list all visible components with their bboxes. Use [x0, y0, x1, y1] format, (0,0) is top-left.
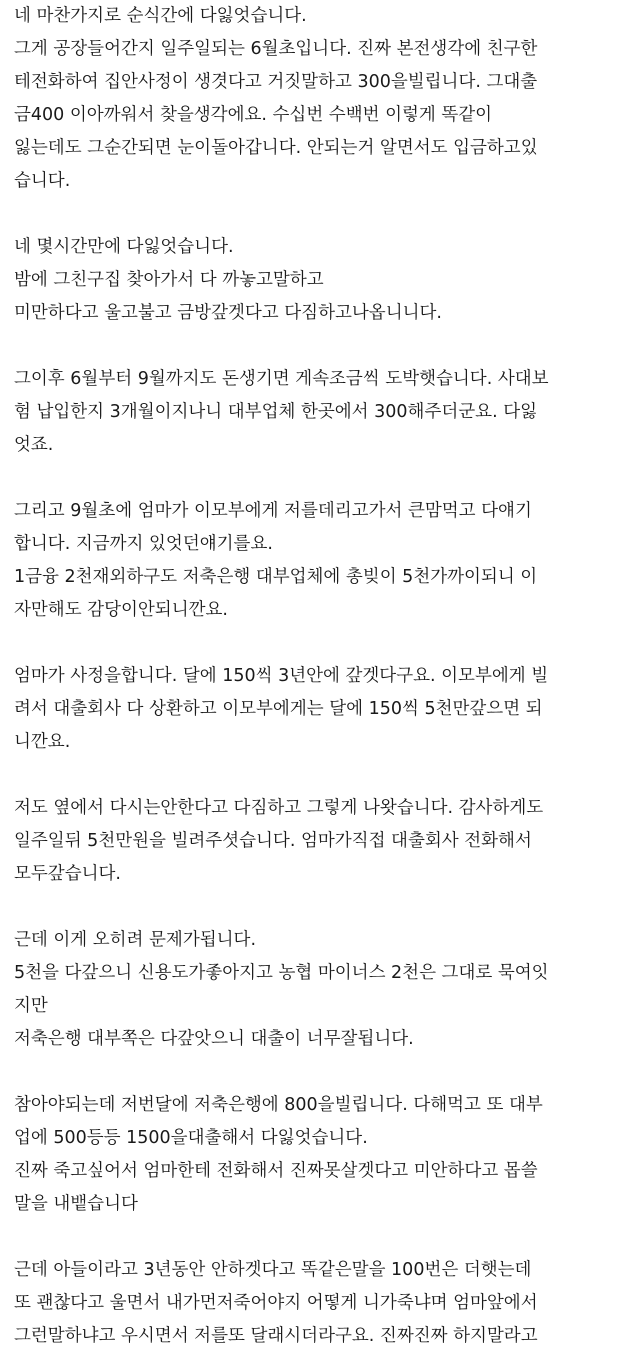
text-line: 참아야되는데 저번달에 저축은행에 800을빌립니다. 다해먹고 또 대부: [14, 1095, 543, 1115]
paragraph: [14, 0, 640, 198]
paragraph: [14, 495, 640, 627]
text-line: 습니다.: [14, 171, 71, 191]
text-line: 그런말하냐고 우시면서 저를또 달래시더라구요. 진짜진짜 하지말라고: [14, 1326, 538, 1346]
text-line: 업에 500등등 1500을대출해서 다잃엇습니다.: [14, 1128, 368, 1148]
paragraph-gap: [14, 1221, 640, 1254]
paragraph: [14, 1089, 640, 1221]
paragraph-gap: [14, 330, 640, 363]
paragraph: [14, 660, 640, 759]
text-line: 그게 공장들어간지 일주일되는 6월초입니다. 진짜 본전생각에 친구한: [14, 39, 538, 59]
text-line: 네 몇시간만에 다잃엇습니다.: [14, 237, 234, 257]
text-line: 근데 이게 오히려 문제가됩니다.: [14, 930, 257, 950]
paragraph-gap: [14, 1056, 640, 1089]
text-line: 일주일뒤 5천만원을 빌려주셧습니다. 엄마가직접 대출회사 전화해서: [14, 831, 532, 851]
text-line: 자만해도 감당이안되니깐요.: [14, 600, 228, 620]
paragraph-gap: [14, 462, 640, 495]
text-line: 엇죠.: [14, 435, 54, 455]
text-line: 니깐요.: [14, 732, 71, 752]
text-line: 엄마가 사정을합니다. 달에 150씩 3년안에 갚겟다구요. 이모부에게 빌: [14, 666, 549, 686]
text-line: 또 괜찮다고 울면서 내가먼저죽어야지 어떻게 니가죽냐며 엄마앞에서: [14, 1293, 538, 1313]
text-line: 험 납입한지 3개월이지나니 대부업체 한곳에서 300해주더군요. 다잃: [14, 402, 538, 422]
paragraph-gap: [14, 627, 640, 660]
text-line: 그이후 6월부터 9월까지도 돈생기면 게속조금씩 도박햇습니다. 사대보: [14, 369, 549, 389]
paragraph-gap: [14, 198, 640, 231]
text-line: 1금융 2천재외하구도 저축은행 대부업체에 총빚이 5천가까이되니 이: [14, 567, 538, 587]
text-line: 모두갚습니다.: [14, 864, 121, 884]
text-line: 그리고 9월초에 엄마가 이모부에게 저를데리고가서 큰맘먹고 다얘기: [14, 501, 532, 521]
text-line: 지만: [14, 996, 48, 1016]
text-line: 테전화하여 집안사정이 생겻다고 거짓말하고 300을빌립니다. 그대출: [14, 72, 538, 92]
text-line: 금400 이아까워서 찾을생각에요. 수십번 수백번 이렇게 똑같이: [14, 105, 493, 125]
text-line: 미만하다고 울고불고 금방갚겟다고 다짐하고나옵니니다.: [14, 303, 442, 323]
paragraph: [14, 1254, 640, 1353]
text-line: 합니다. 지금까지 있엇던얘기를요.: [14, 534, 273, 554]
text-line: 저도 옆에서 다시는안한다고 다짐하고 그렇게 나왓습니다. 감사하게도: [14, 798, 544, 818]
text-line: 5천을 다갚으니 신용도가좋아지고 농협 마이너스 2천은 그대로 묵여잇: [14, 963, 549, 983]
paragraph: [14, 231, 640, 330]
text-line: 네 마찬가지로 순식간에 다잃엇습니다.: [14, 6, 307, 26]
text-line: 말을 내뱉습니다: [14, 1194, 138, 1214]
text-line: 근데 아들이라고 3년동안 안하겟다고 똑같은말을 100번은 더햇는데: [14, 1260, 532, 1280]
paragraph: [14, 792, 640, 891]
paragraph: [14, 924, 640, 1056]
text-line: 진짜 죽고싶어서 엄마한테 전화해서 진짜못살겟다고 미안하다고 몹쓸: [14, 1161, 538, 1181]
text-line: 려서 대출회사 다 상환하고 이모부에게는 달에 150씩 5천만갚으면 되: [14, 699, 543, 719]
text-line: 저축은행 대부쪽은 다갚앗으니 대출이 너무잘됩니다.: [14, 1029, 414, 1049]
paragraph-gap: [14, 891, 640, 924]
text-line: 잃는데도 그순간되면 눈이돌아갑니다. 안되는거 알면서도 입금하고있: [14, 138, 538, 158]
text-line: 밤에 그친구집 찾아가서 다 까놓고말하고: [14, 270, 324, 290]
paragraph: [14, 363, 640, 462]
paragraph-gap: [14, 759, 640, 792]
